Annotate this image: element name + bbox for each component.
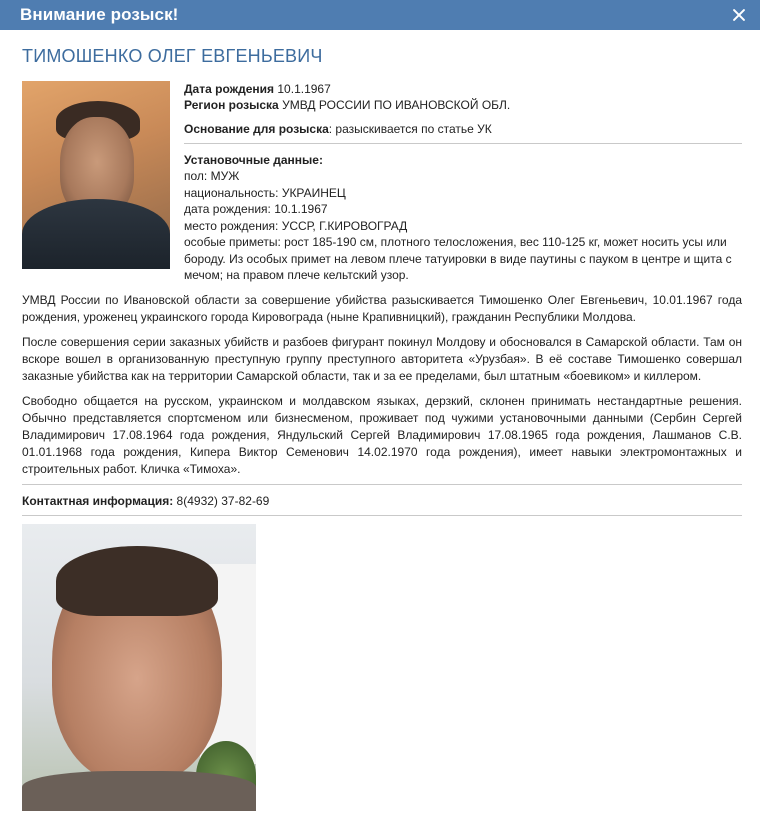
dialog-title: Внимание розыск! <box>20 5 179 24</box>
search-basis-label: Основание для розыска <box>184 122 329 136</box>
contact-phone: 8(4932) 37-82-69 <box>173 493 270 508</box>
setup-data-title: Установочные данные: <box>184 153 323 167</box>
contact-info <box>22 493 742 509</box>
divider <box>184 143 742 144</box>
birth-date-value: 10.1.1967 <box>274 82 331 96</box>
suspect-photo-large <box>22 524 256 811</box>
description-paragraph-1: УМВД России по Ивановской области за совершение убийства разыскивается Тимошенко Олег Евгеньевич, 10.01.1967 года рождения, уроженец украинского города Кировограда (ныне Крапивницкий), гражданин Республики Молдова. <box>22 292 742 324</box>
description-paragraph-3: Свободно общается на русском, украинском и молдавском языках, дерзкий, склонен принимать нестандартные решения. Обычно представляется спортсменом или бизнесменом, проживает под чужими установочными данными (Сербин Сергей Владимирович 17.08.1964 года рождения, Яндульский Сергей Владимирович 17.08.1965 года рождения, Лашманов С.В. 01.01.1968 года рождения, Кипера Виктор Семенович 14.02.1970 года рождения), имеет навыки электромонтажных и строительных работ. Кличка «Тимоха». <box>22 393 742 476</box>
person-name: ТИМОШЕНКО ОЛЕГ ЕВГЕНЬЕВИЧ <box>22 46 323 66</box>
search-region-value: УМВД РОССИИ ПО ИВАНОВСКОЙ ОБЛ. <box>278 98 511 112</box>
setup-birth-place: место рождения: УССР, Г.КИРОВОГРАД <box>184 218 408 233</box>
dialog-titlebar <box>0 0 760 30</box>
search-basis-value: : разыскивается по статье УК <box>328 122 492 136</box>
profile-block <box>22 81 742 284</box>
setup-special-marks: особые приметы: рост 185-190 см, плотного телосложения, вес 110-125 кг, может носить усы или бороду. Из особых примет на левом плече татуировки в виде паутины с пауком в центре и щита с мечом; на правом плече кельтский узор. <box>184 235 732 282</box>
divider <box>22 515 742 516</box>
divider <box>22 484 742 485</box>
dialog-content <box>0 46 760 811</box>
setup-nationality: национальность: УКРАИНЕЦ <box>184 185 346 200</box>
suspect-photo-small <box>22 81 170 269</box>
description-paragraph-2: После совершения серии заказных убийств и разбоев фигурант покинул Молдову и обосновался в Самарской области. Там он вскоре вошел в организованную преступную группу преступного авторитета «Урузбая». В её составе Тимошенко совершал заказные убийства как на территории Самарской области, так и за ее пределами, был штатным «боевиком» и киллером. <box>22 334 742 383</box>
contact-label: Контактная информация: <box>22 493 174 508</box>
birth-date-label: Дата рождения <box>184 82 275 96</box>
setup-birth-date: дата рождения: 10.1.1967 <box>184 202 328 216</box>
setup-sex: пол: МУЖ <box>184 169 240 183</box>
search-region-label: Регион розыска <box>184 98 279 112</box>
close-icon[interactable] <box>730 6 748 24</box>
